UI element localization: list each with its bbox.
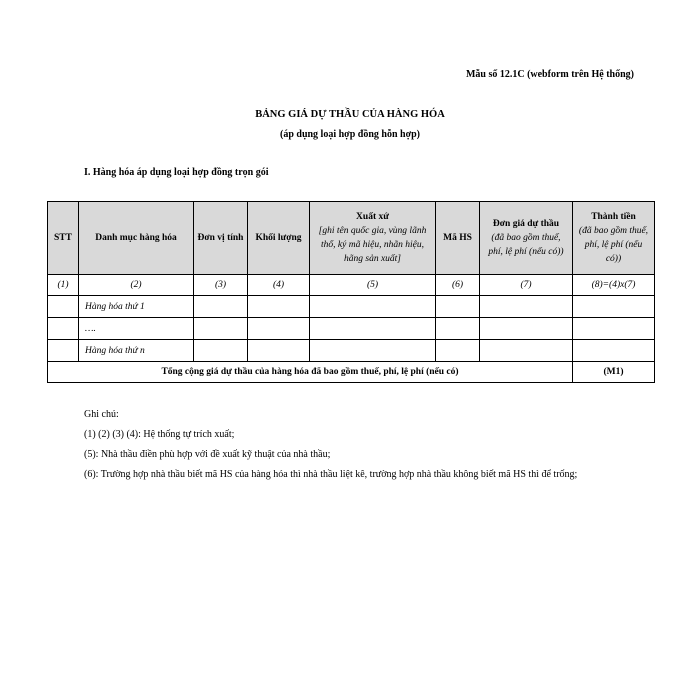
col-header-stt: [48, 202, 79, 275]
section-heading: I. Hàng hóa áp dụng loại hợp đồng trọn gói: [84, 167, 269, 178]
col-label: Thành tiền: [591, 212, 636, 222]
document-title: BẢNG GIÁ DỰ THẦU CỦA HÀNG HÓA: [255, 109, 445, 120]
notes: [84, 405, 577, 485]
col-header-unit: [194, 202, 248, 275]
col-label: Đơn giá dự thầu: [492, 219, 560, 229]
document-subtitle: (áp dụng loại hợp đồng hỗn hợp): [279, 129, 421, 140]
form-code: Mẫu số 12.1C (webform trên Hệ thống): [465, 69, 634, 80]
col-hint: [ghi tên quốc gia, vùng lãnh thổ, ký mã hiệu, nhãn hiệu, hãng sản xuất]: [318, 226, 427, 264]
col-number: (4): [248, 275, 310, 296]
col-hint: (đã bao gồm thuế, phí, lệ phí (nếu có)): [488, 233, 564, 257]
cell-hs-code: [436, 340, 480, 362]
cell-hs-code: [436, 296, 480, 318]
col-number: (8)=(4)x(7): [573, 275, 655, 296]
cell-unit-price: [480, 340, 573, 362]
col-number: (2): [79, 275, 194, 296]
col-header-origin: [310, 202, 436, 275]
col-number: (5): [310, 275, 436, 296]
cell-unit: [194, 318, 248, 340]
table-row: [48, 296, 655, 318]
cell-stt: [48, 296, 79, 318]
cell-origin: [310, 296, 436, 318]
cell-stt: [48, 318, 79, 340]
cell-item-name: Hàng hóa thứ n: [79, 340, 194, 362]
cell-unit: [194, 340, 248, 362]
table-header-row: [48, 202, 655, 275]
cell-quantity: [248, 318, 310, 340]
notes-heading: Ghi chú:: [84, 409, 119, 420]
col-number: (6): [436, 275, 480, 296]
column-number-row: [48, 275, 655, 296]
cell-stt: [48, 340, 79, 362]
col-number: (7): [480, 275, 573, 296]
col-label: Danh mục hàng hóa: [95, 233, 177, 243]
col-header-hs-code: [436, 202, 480, 275]
cell-hs-code: [436, 318, 480, 340]
col-header-total: [573, 202, 655, 275]
cell-total: [573, 318, 655, 340]
cell-total: [573, 296, 655, 318]
cell-unit-price: [480, 318, 573, 340]
note-item: (5): Nhà thầu điền phù hợp với đề xuất kỹ thuật của nhà thầu;: [84, 449, 331, 460]
cell-quantity: [248, 296, 310, 318]
cell-quantity: [248, 340, 310, 362]
col-number: (3): [194, 275, 248, 296]
total-label: Tổng cộng giá dự thầu của hàng hóa đã bao gồm thuế, phí, lệ phí (nếu có): [48, 362, 573, 383]
cell-total: [573, 340, 655, 362]
table-row: [48, 318, 655, 340]
col-label: STT: [54, 233, 72, 243]
cell-item-name: ….: [79, 318, 194, 340]
cell-origin: [310, 340, 436, 362]
total-row: [48, 362, 655, 383]
cell-item-name: Hàng hóa thứ 1: [79, 296, 194, 318]
table-row: [48, 340, 655, 362]
col-hint: (đã bao gồm thuế, phí, lệ phí (nếu có)): [578, 226, 649, 264]
cell-unit-price: [480, 296, 573, 318]
col-label: Đơn vị tính: [197, 233, 244, 243]
col-label: Khối lượng: [255, 233, 302, 243]
col-header-unit-price: [480, 202, 573, 275]
col-header-quantity: [248, 202, 310, 275]
total-value: (M1): [573, 362, 655, 383]
price-table: [47, 201, 655, 383]
col-label: Xuất xứ: [356, 212, 389, 222]
note-item: (1) (2) (3) (4): Hệ thống tự trích xuất;: [84, 429, 235, 440]
cell-origin: [310, 318, 436, 340]
col-label: Mã HS: [443, 233, 472, 243]
col-header-item-list: [79, 202, 194, 275]
note-item: (6): Trường hợp nhà thầu biết mã HS của hàng hóa thì nhà thầu liệt kê, trường hợp nhà thầu không biết mã HS thì để trống;: [84, 469, 578, 480]
col-number: (1): [48, 275, 79, 296]
cell-unit: [194, 296, 248, 318]
